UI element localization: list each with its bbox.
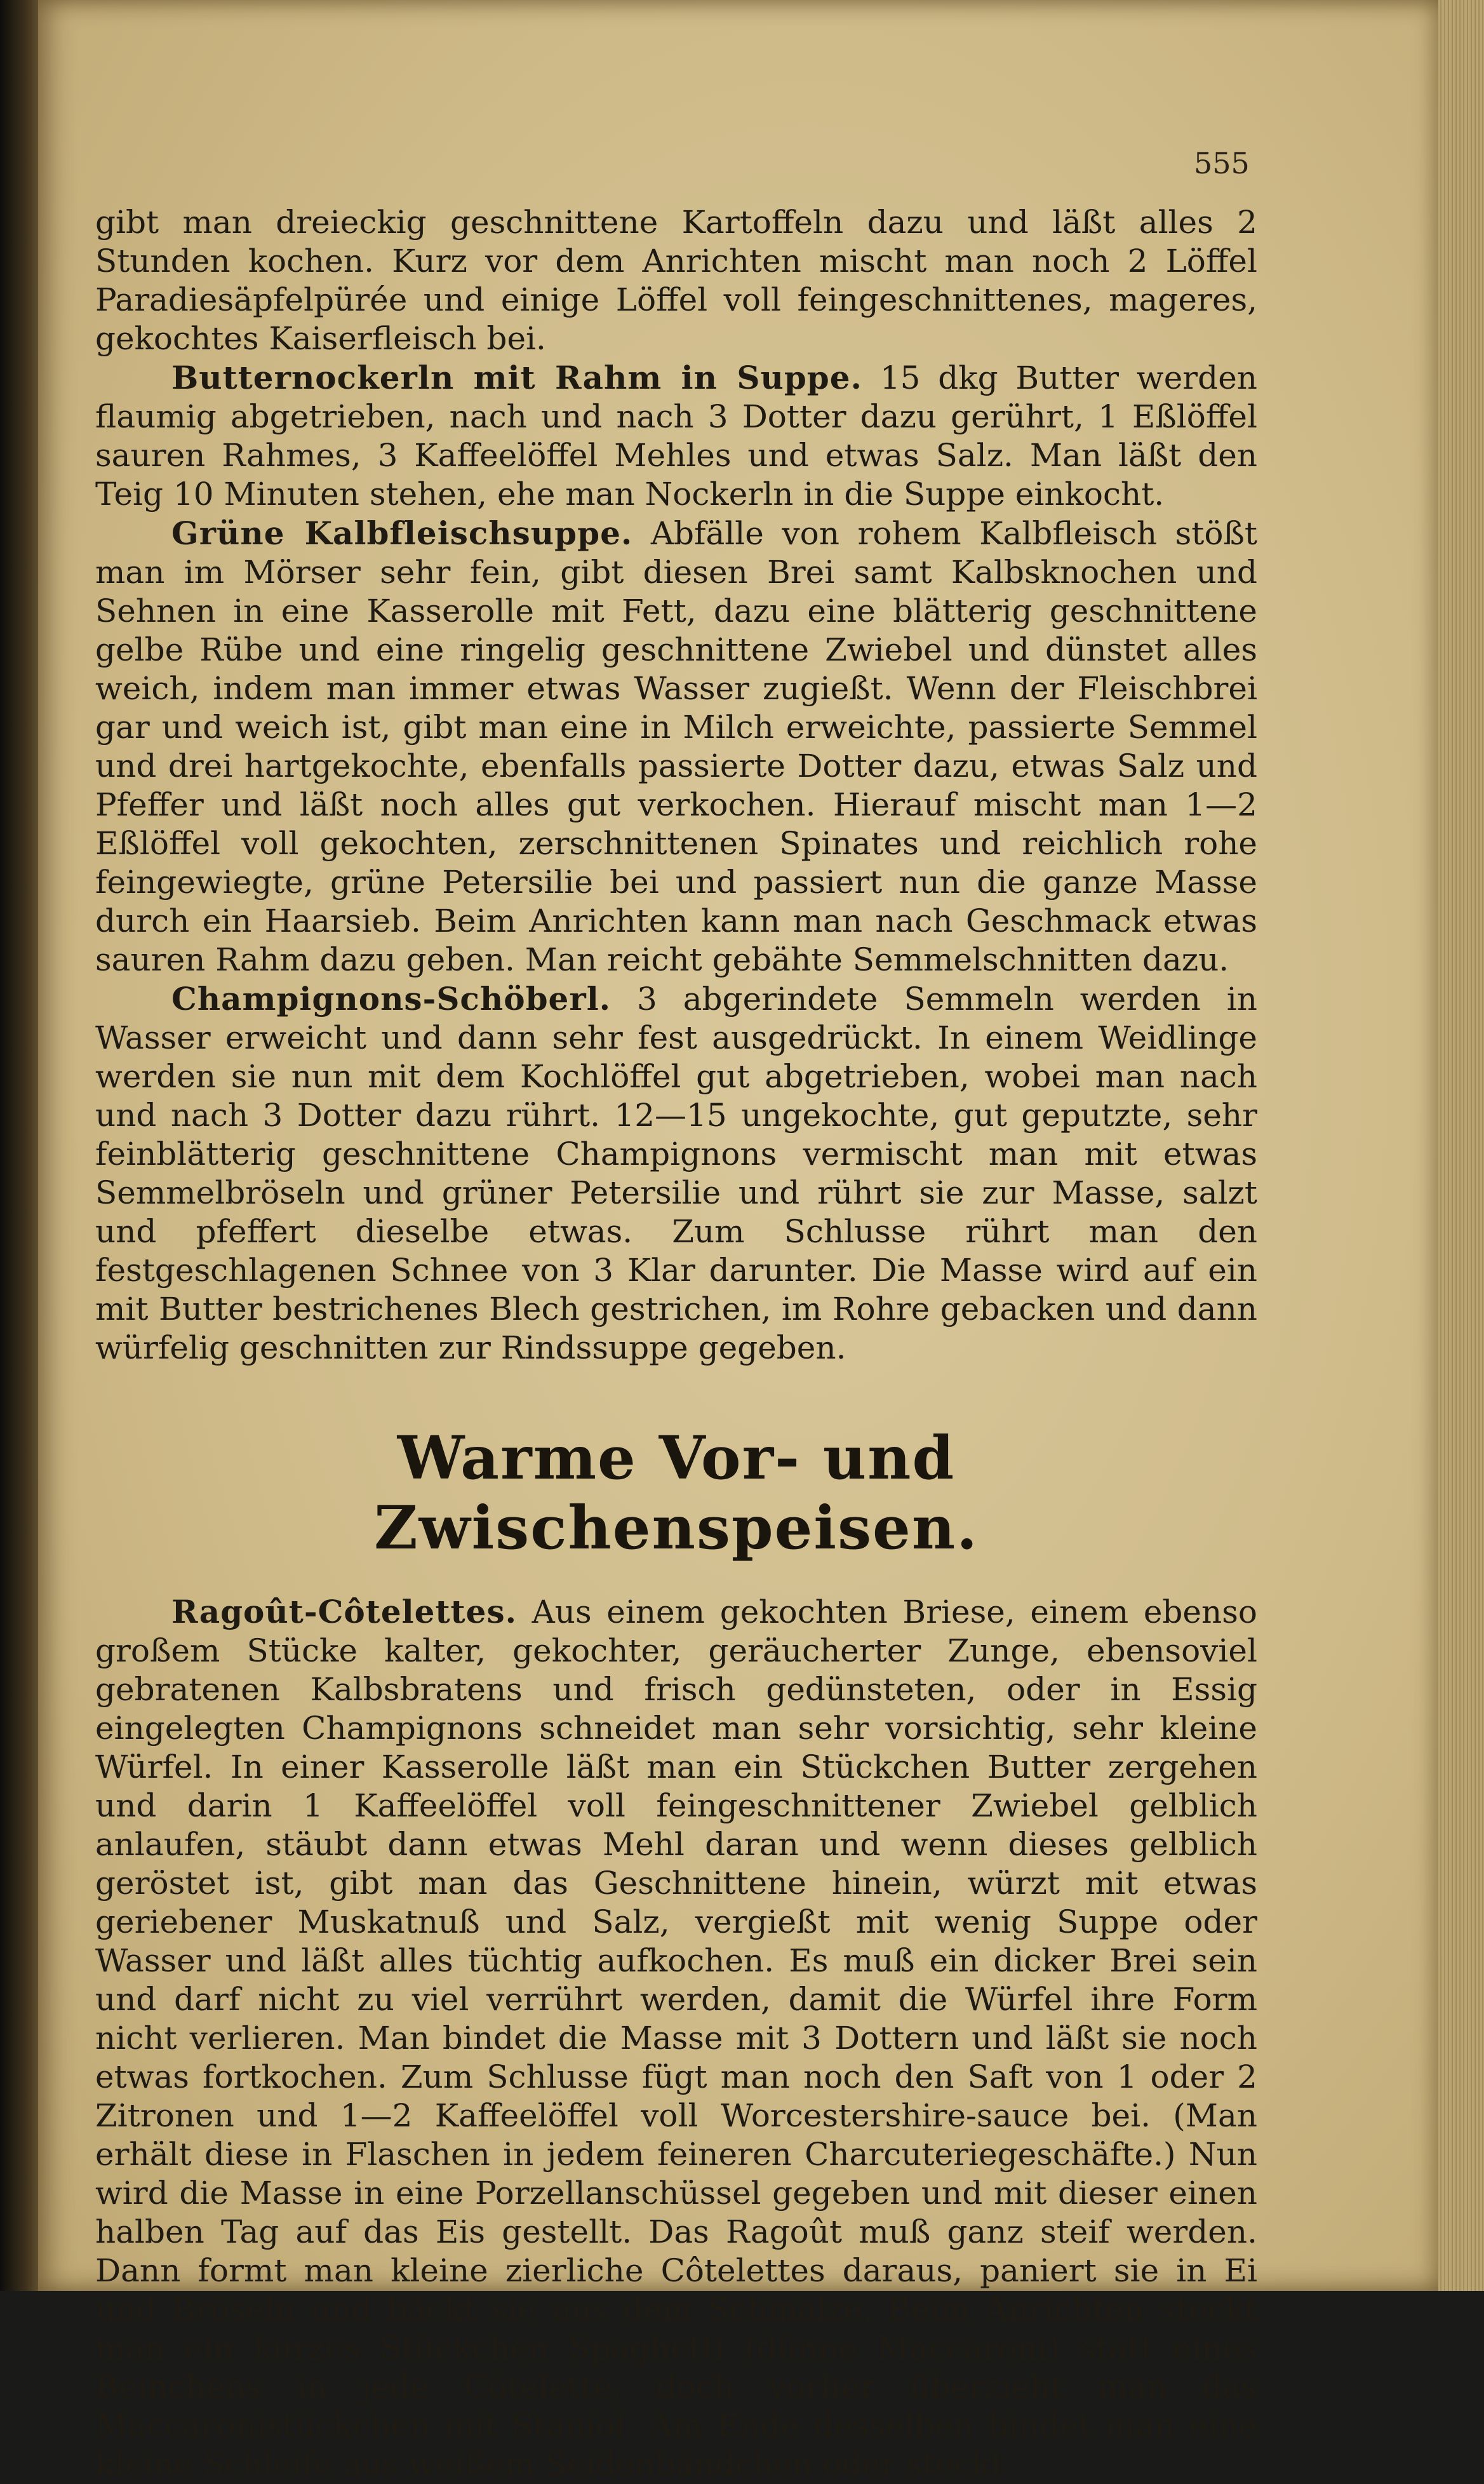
recipe-kalbfleischsuppe: [95, 514, 1257, 979]
recipe-ragout-cotelettes: [95, 1592, 1257, 2484]
recipe-text: 15 dkg Butter werden flaumig abgetrieben, nach und nach 3 Dotter dazu gerührt, 1 Eßlöffel sauren Rahmes, 3 Kaffeelöffel Mehles und etwas Salz. Man läßt den Teig 10 Minuten stehen, ehe man Nockerln in die Suppe einkocht.: [95, 359, 1257, 513]
recipe-text: Abfälle von rohem Kalbfleisch stößt man im Mörser sehr fein, gibt diesen Brei samt Kalbsknochen und Sehnen in eine Kasserolle mit Fett, dazu eine blätterig geschnittene gelbe Rübe und eine ringelig geschnittene Zwiebel und dünstet alles weich, indem man immer etwas Wasser zugießt. Wenn der Fleischbrei gar und weich ist, gibt man eine in Milch erweichte, passierte Semmel und drei hartgekochte, ebenfalls passierte Dotter dazu, etwas Salz und Pfeffer und läßt noch alles gut verkochen. Hierauf mischt man 1—2 Eßlöffel voll gekochten, zerschnittenen Spinates und reichlich rohe feingewiegte, grüne Petersilie bei und passiert nun die ganze Masse durch ein Haarsieb. Beim Anrichten kann man nach Geschmack etwas sauren Rahm dazu geben. Man reicht gebähte Semmelschnitten dazu.: [95, 515, 1257, 978]
page-edges: [1438, 0, 1484, 2291]
section-heading: Warme Vor- und Zwischenspeisen.: [374, 1423, 979, 1563]
recipe-title: Grüne Kalbfleischsuppe.: [171, 514, 633, 552]
intro-paragraph: gibt man dreieckig geschnittene Kartoffeln dazu und läßt alles 2 Stunden kochen. Kurz vor dem Anrichten mischt man noch 2 Löffel Paradiesäpfelpürée und einige Löffel voll feingeschnittenes, mageres, gekochtes Kaiserfleisch bei.: [95, 204, 1257, 357]
recipe-title: Champignons-Schöberl.: [171, 980, 612, 1017]
recipe-title: Ragoût-Côtelettes.: [171, 1593, 518, 1630]
page-content: [95, 203, 1257, 2484]
recipe-title: Butternockerln mit Rahm in Suppe.: [171, 359, 862, 396]
recipe-champignons-schoeberl: [95, 979, 1257, 1367]
recipe-butternockerln: [95, 358, 1257, 514]
recipe-text: Aus einem gekochten Briese, einem ebenso großem Stücke kalter, gekochter, geräucherter Zunge, ebensoviel gebratenen Kalbsbratens und frisch gedünsteten, oder in Essig eingelegten Champignons schneidet man sehr vorsichtig, sehr kleine Würfel. In einer Kasserolle läßt man ein Stückchen Butter zergehen und darin 1 Kaffeelöffel voll feingeschnittener Zwiebel gelblich anlaufen, stäubt dann etwas Mehl daran und wenn dieses gelblich geröstet ist, gibt man das Geschnittene hinein, würzt mit etwas geriebener Muskatnuß und Salz, vergießt mit wenig Suppe oder Wasser und läßt alles tüchtig aufkochen. Es muß ein dicker Brei sein und darf nicht zu viel verrührt werden, damit die Würfel ihre Form nicht verlieren. Man bindet die Masse mit 3 Dottern und läßt sie noch etwas fortkochen. Zum Schlusse fügt man noch den Saft von 1 oder 2 Zitronen und 1—2 Kaffeelöffel voll Worcestershire-sauce bei. (Man erhält diese in Flaschen in jedem feineren Charcuteriegeschäfte.) Nun wird die Masse in eine Porzellanschüssel gegeben und mit dieser einen halben Tag auf das Eis gestellt. Das Ragoût muß ganz steif werden. Dann formt man kleine zierliche Côtelettes daraus, paniert sie in Ei und Bröseln und bäckt sie aus dem Schmalze. Beim Anrichten steckt man ein kurzes Stückchen Spaghetti (dünne Maccaroni) statt eines Beinchens in jede Côtelette, doch vorher überzieht man das Maccaronistückchen mit Staniol. Am Ende desselben bindet man eine kleine Schleife aus weißem Seidenbändchen oder steckt: [95, 1594, 1257, 2483]
recipe-text: 3 abgerindete Semmeln werden in Wasser erweicht und dann sehr fest ausgedrückt. In einem Weidlinge werden sie nun mit dem Kochlöffel gut abgetrieben, wobei man nach und nach 3 Dotter dazu rührt. 12—15 ungekochte, gut geputzte, sehr feinblätterig geschnittene Champignons vermischt man mit etwas Semmelbröseln und grüner Petersilie und rührt sie zur Masse, salzt und pfeffert dieselbe etwas. Zum Schlusse rührt man den festgeschlagenen Schnee von 3 Klar darunter. Die Masse wird auf ein mit Butter bestrichenes Blech gestrichen, im Rohre gebacken und dann würfelig geschnitten zur Rindssuppe gegeben.: [95, 981, 1257, 1366]
page-number: 555: [1194, 146, 1250, 180]
